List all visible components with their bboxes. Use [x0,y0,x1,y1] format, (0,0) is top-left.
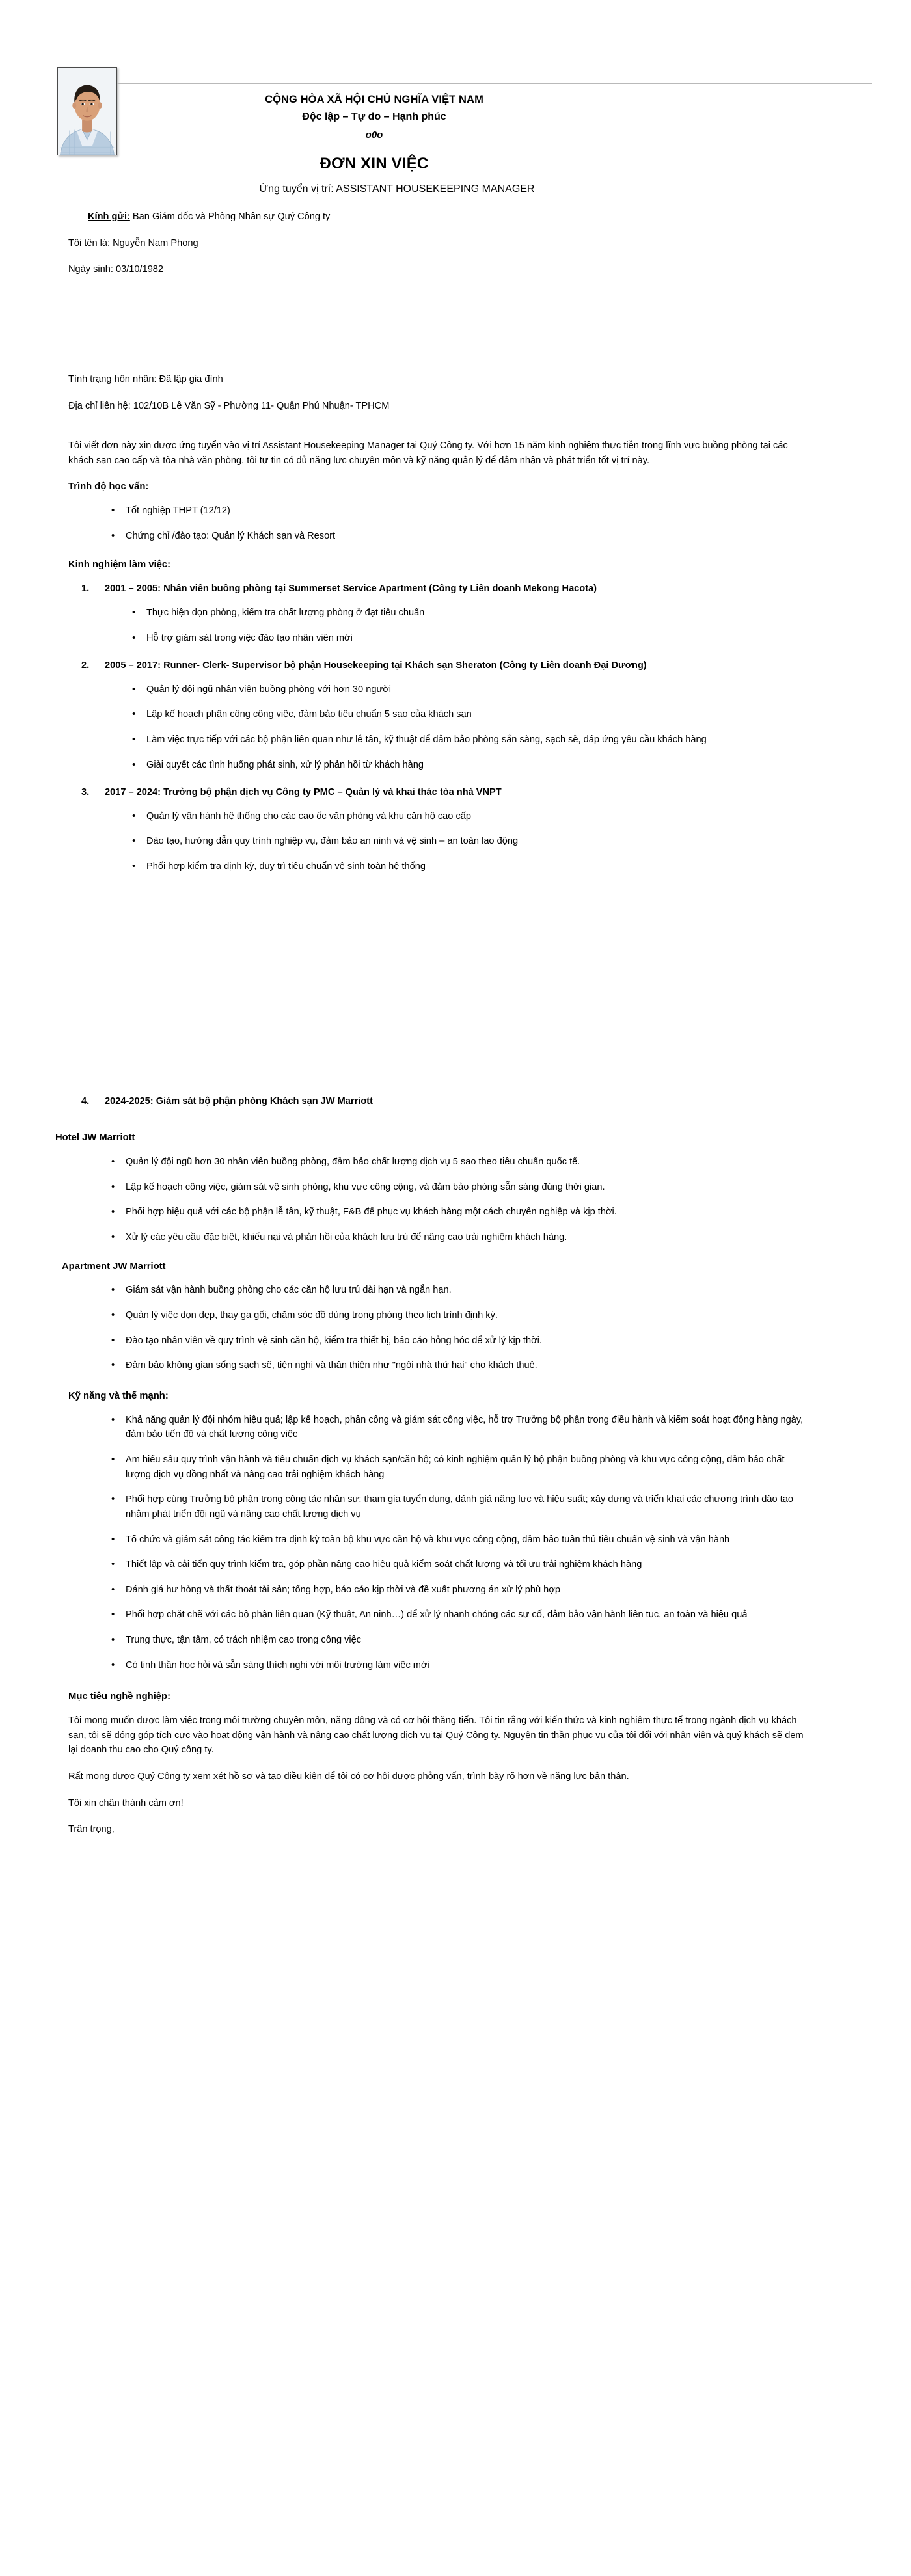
list-item: • Khả năng quản lý đội nhóm hiệu quả; lập kế hoạch, phân công và giám sát công việc, hỗ trợ Trưởng bộ phận trong điều hành và kiểm soát hoạt động hàng ngày, đảm bảo tiến độ và chất lượng công việc [103,1413,810,1442]
applicant-name-line: Tôi tên là: Nguyễn Nam Phong [68,237,198,248]
list-item: • Giải quyết các tình huống phát sinh, xử lý phản hồi từ khách hàng [124,758,810,773]
education-heading: Trình độ học vấn: [68,481,149,492]
experience-list [68,582,810,1108]
list-item: • Trung thực, tận tâm, có trách nhiệm cao trong công việc [103,1633,810,1648]
list-item: • Có tinh thần học hỏi và sẵn sàng thích nghi với môi trường làm việc mới [103,1658,810,1673]
list-item: • Phối hợp chặt chẽ với các bộ phận liên quan (Kỹ thuật, An ninh…) để xử lý nhanh chóng các sự cố, đảm bảo vận hành liên tục, an toàn và hiệu quả [103,1607,810,1622]
list-item: • Tổ chức và giám sát công tác kiểm tra định kỳ toàn bộ khu vực căn hộ và khu vực công cộng, đảm bảo tuân thủ tiêu chuẩn vệ sinh và vận hành [103,1533,810,1548]
education-list [103,503,810,543]
page-title: ĐƠN XIN VIỆC [320,155,429,172]
motto-line-1: CỘNG HÒA XÃ HỘI CHỦ NGHĨA VIỆT NAM [265,94,483,105]
experience-item [68,785,810,874]
motto-line-2: Độc lập – Tự do – Hạnh phúc [302,111,446,122]
list-item: • Quản lý việc dọn dẹp, thay ga gối, chăm sóc đồ dùng trong phòng theo lịch trình định kỳ. [103,1308,810,1323]
list-item: • Phối hợp cùng Trưởng bộ phận trong công tác nhân sự: tham gia tuyển dụng, đánh giá năng lực và hiệu suất; xây dựng và triển khai các chương trình đào tạo nhằm phát triển đội ngũ và nâng cao chất lượng dịch vụ [103,1492,810,1522]
list-item: • Tốt nghiệp THPT (12/12) [103,503,810,518]
list-item: • Thực hiện dọn phòng, kiểm tra chất lượng phòng ở đạt tiêu chuẩn [124,606,810,621]
apartment-jw-marriott-heading: Apartment JW Marriott [62,1261,166,1272]
experience-title: 2001 – 2005: Nhân viên buồng phòng tại Summerset Service Apartment (Công ty Liên doanh Mekong Hacota) [105,584,597,595]
list-item: • Đánh giá hư hỏng và thất thoát tài sản; tổng hợp, báo cáo kịp thời và đề xuất phương án xử lý phù hợp [103,1583,810,1598]
experience-title: 2005 – 2017: Runner- Clerk- Supervisor bộ phận Housekeeping tại Khách sạn Sheraton (Công ty Liên doanh Đại Dương) [105,660,647,671]
hotel-jw-marriott-list [103,1155,810,1244]
objective-paragraph: Tôi mong muốn được làm việc trong môi trường chuyên môn, năng động và có cơ hội thăng tiến. Tôi tin rằng với kiến thức và kinh nghiệm thực tế trong ngành dịch vụ khách sạn, tôi sẽ đóng góp tích cực vào hoạt động vận hành và nâng cao chất lượng dịch vụ tại Quý Công ty. Nguyện tin thần phục vụ của tôi đối với nhân viên và quý khách sẽ đem lại doanh thu cao cho Quý công ty. [68,1715,804,1756]
experience-title: 2017 – 2024: Trưởng bộ phận dịch vụ Công ty PMC – Quản lý và khai thác tòa nhà VNPT [105,787,502,798]
list-item: • Lập kế hoạch công việc, giám sát vệ sinh phòng, khu vực công cộng, và đảm bảo phòng sẵn sàng đúng thời gian. [103,1180,810,1195]
motto-ornament: o0o [365,129,383,141]
list-item: • Phối hợp hiệu quả với các bộ phận lễ tân, kỹ thuật, F&B để phục vụ khách hàng một cách chuyên nghiệp và kịp thời. [103,1205,810,1220]
personal-extra [68,372,810,425]
experience-item [68,1094,810,1109]
recipient-label: Kính gửi: [88,211,130,222]
skills-heading: Kỹ năng và thế mạnh: [68,1390,169,1401]
hotel-jw-marriott-heading: Hotel JW Marriott [55,1133,135,1144]
date-of-birth-line: Ngày sinh: 03/10/1982 [68,264,164,275]
list-item: • Hỗ trợ giám sát trong việc đào tạo nhân viên mới [124,631,810,646]
recipient-line [88,209,810,224]
experience-bullets [124,682,810,772]
list-item: • Lập kế hoạch phân công công việc, đảm bảo tiêu chuẩn 5 sao của khách sạn [124,707,810,722]
list-item: • Đào tạo nhân viên về quy trình vệ sinh căn hộ, kiểm tra thiết bị, báo cáo hỏng hóc để xử lý kịp thời. [103,1334,810,1348]
list-item: • Phối hợp kiểm tra định kỳ, duy trì tiêu chuẩn vệ sinh toàn hệ thống [124,859,810,874]
closing-thanks: Tôi xin chân thành cảm ơn! [68,1797,184,1808]
portrait-photo-icon [58,68,116,155]
closing-request: Rất mong được Quý Công ty xem xét hồ sơ và tạo điều kiện để tôi có cơ hội được phỏng vấn, trình bày rõ hơn về năng lực bản thân. [68,1771,629,1782]
list-item: • Chứng chỉ /đào tạo: Quản lý Khách sạn và Resort [103,529,810,544]
list-item: • Thiết lập và cải tiến quy trình kiểm tra, góp phần nâng cao hiệu quả kiểm soát chất lượng và tối ưu trải nghiệm khách hàng [103,1557,810,1572]
addressee-and-personal [68,209,810,289]
document-header [0,0,911,195]
applicant-photo [57,67,117,155]
address-line: Địa chỉ liên hệ: 102/10B Lê Văn Sỹ - Phường 11- Quận Phú Nhuận- TPHCM [68,400,390,411]
closing-regards: Trân trọng, [68,1824,115,1835]
page-break-gap [68,887,810,1094]
experience-bullets [124,606,810,645]
applied-position: Ứng tuyển vị trí: ASSISTANT HOUSEKEEPING MANAGER [259,183,535,195]
experience-item [68,658,810,772]
experience-bullets [124,809,810,874]
experience-item [68,582,810,645]
intro-paragraph: Tôi viết đơn này xin được ứng tuyển vào vị trí Assistant Housekeeping Manager tại Quý Công ty. Với hơn 15 năm kinh nghiệm thực tiễn trong lĩnh vực buồng phòng tại các khách sạn cao cấp và tòa nhà văn phòng, tôi tự tin có đủ năng lực chuyên môn và kỹ năng quản lý để đảm nhận và phát triển tốt vị trí này. [68,440,788,466]
list-item: • Xử lý các yêu cầu đặc biệt, khiếu nại và phản hồi của khách lưu trú để nâng cao trải nghiệm khách hàng. [103,1230,810,1245]
list-item: • Quản lý vận hành hệ thống cho các cao ốc văn phòng và khu căn hộ cao cấp [124,809,810,824]
recipient-value: Ban Giám đốc và Phòng Nhân sự Quý Công ty [129,211,331,222]
list-item: • Am hiểu sâu quy trình vận hành và tiêu chuẩn dịch vụ khách sạn/căn hộ; có kinh nghiệm quản lý bộ phận buồng phòng và khu vực công cộng, đảm bảo chất lượng dịch vụ đồng nhất và nâng cao trải nghiệm khách hàng [103,1453,810,1482]
national-motto [117,91,631,144]
list-item: • Đảm bảo không gian sống sạch sẽ, tiện nghi và thân thiện như "ngôi nhà thứ hai" cho khách thuê. [103,1358,810,1373]
skills-list [103,1413,810,1672]
experience-title: 2024-2025: Giám sát bộ phận phòng Khách sạn JW Marriott [105,1095,373,1107]
objective-heading: Mục tiêu nghề nghiệp: [68,1691,171,1702]
header-divider-rule [117,83,872,84]
list-item: • Quản lý đội ngũ hơn 30 nhân viên buồng phòng, đảm bảo chất lượng dịch vụ 5 sao theo tiêu chuẩn quốc tế. [103,1155,810,1170]
marital-status-line: Tình trạng hôn nhân: Đã lập gia đình [68,374,223,384]
list-item: • Đào tạo, hướng dẫn quy trình nghiệp vụ, đảm bảo an ninh và vệ sinh – an toàn lao động [124,834,810,849]
experience-heading: Kinh nghiệm làm việc: [68,559,171,570]
apartment-jw-marriott-list [103,1283,810,1373]
main-body [55,438,810,1849]
list-item: • Quản lý đội ngũ nhân viên buồng phòng với hơn 30 người [124,682,810,697]
list-item: • Giám sát vận hành buồng phòng cho các căn hộ lưu trú dài hạn và ngắn hạn. [103,1283,810,1298]
list-item: • Làm việc trực tiếp với các bộ phận liên quan như lễ tân, kỹ thuật để đảm bảo phòng sẵn sàng, sạch sẽ, đáp ứng yêu cầu khách hàng [124,732,810,747]
